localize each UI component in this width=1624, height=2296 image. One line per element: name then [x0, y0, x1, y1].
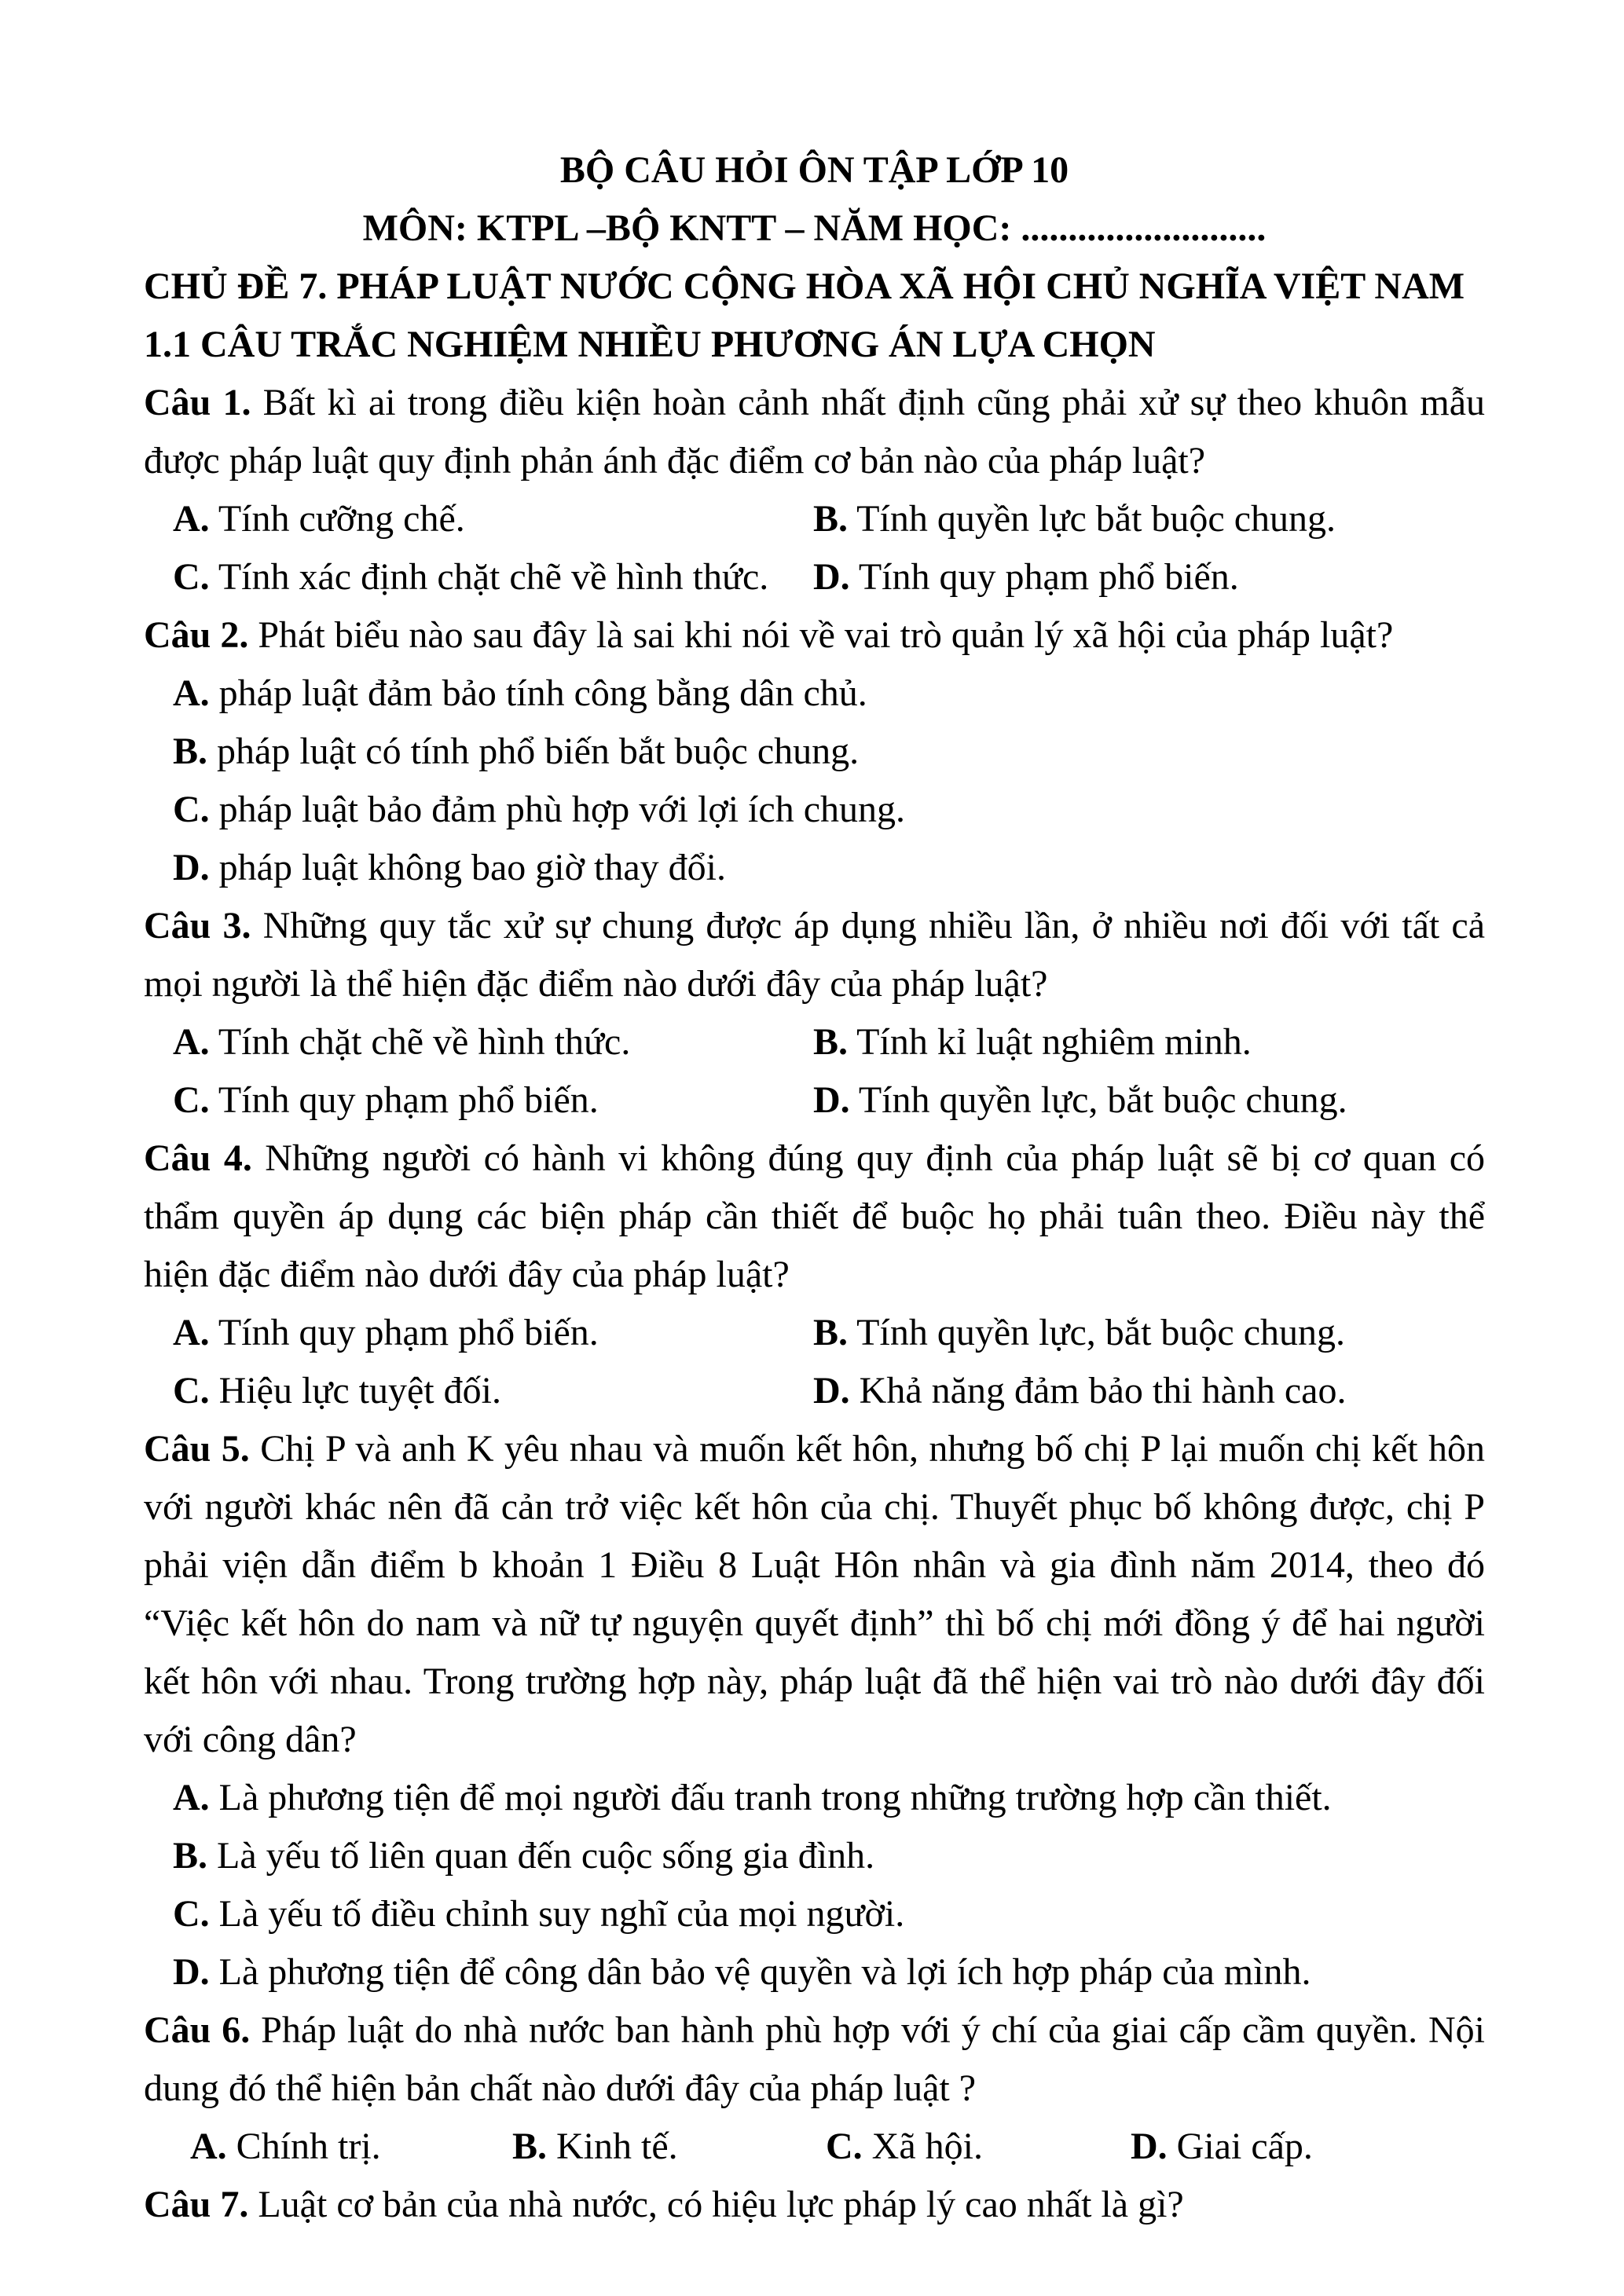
question-6-option-c [826, 2118, 1131, 2176]
question-5-option-b [144, 1827, 1485, 1885]
question-2-option-d [144, 839, 1485, 897]
option-key: C. [826, 2126, 863, 2167]
doc-topic-heading: CHỦ ĐỀ 7. PHÁP LUẬT NƯỚC CỘNG HÒA XÃ HỘI CHỦ NGHĨA VIỆT NAM [144, 265, 1465, 307]
question-4-option-c [144, 1362, 813, 1420]
option-text: Là phương tiện để công dân bảo vệ quyền và lợi ích hợp pháp của mình. [218, 1951, 1311, 1993]
option-key: A. [173, 672, 210, 714]
question-5-text: Chị P và anh K yêu nhau và muốn kết hôn, nhưng bố chị P lại muốn chị kết hôn với người khác nên đã cản trở việc kết hôn của chị. Thuyết phục bố không được, chị P phải viện dẫn điểm b khoản 1 Điều 8 Luật Hôn nhân và gia đình năm 2014, theo đó “Việc kết hôn do nam và nữ tự nguyện quyết định” thì bố chị mới đồng ý để hai người kết hôn với nhau. Trong trường hợp này, pháp luật đã thể hiện vai trò nào dưới đây đối với công dân? [144, 1428, 1486, 1760]
question-1-stem [144, 374, 1485, 490]
doc-title: BỘ CÂU HỎI ÔN TẬP LỚP 10 [559, 149, 1069, 191]
question-1-option-d [813, 548, 1485, 606]
option-key: D. [813, 1370, 850, 1412]
question-3-option-d [813, 1071, 1485, 1130]
question-6-option-d [1131, 2118, 1485, 2176]
option-key: B. [813, 1021, 849, 1063]
question-5-option-c [144, 1885, 1485, 1943]
question-3-option-a [144, 1013, 813, 1071]
question-1-option-c [144, 548, 813, 606]
doc-subject-line: MÔN: KTPL –BỘ KNTT – NĂM HỌC: .......................... [362, 207, 1267, 249]
question-4-stem [144, 1130, 1485, 1304]
option-key: D. [1131, 2126, 1168, 2167]
question-2-text: Phát biểu nào sau đây là sai khi nói về vai trò quản lý xã hội của pháp luật? [258, 614, 1394, 656]
option-text: Tính quy phạm phổ biến. [858, 556, 1239, 598]
option-key: B. [512, 2126, 548, 2167]
question-7-stem [144, 2176, 1485, 2234]
question-3-label: Câu 3. [144, 905, 251, 947]
option-key: B. [813, 1312, 849, 1353]
option-text: pháp luật đảm bảo tính công bằng dân chủ. [218, 672, 867, 714]
question-1-option-a [144, 490, 813, 548]
question-6-text: Pháp luật do nhà nước ban hành phù hợp với ý chí của giai cấp cầm quyền. Nội dung đó thể hiện bản chất nào dưới đây của pháp luật ? [144, 2009, 1486, 2109]
option-text: Tính kỉ luật nghiêm minh. [856, 1021, 1252, 1063]
option-text: Kinh tế. [556, 2126, 678, 2167]
option-key: B. [173, 731, 208, 772]
question-5-option-a [144, 1769, 1485, 1827]
option-text: Giai cấp. [1176, 2126, 1313, 2167]
question-3-text: Những quy tắc xử sự chung được áp dụng nhiều lần, ở nhiều nơi đối với tất cả mọi người là thể hiện đặc điểm nào dưới đây của pháp luật? [144, 905, 1486, 1005]
option-text: Tính quy phạm phổ biến. [218, 1079, 599, 1121]
question-4-option-d [813, 1362, 1485, 1420]
option-text: Tính quy phạm phổ biến. [218, 1312, 599, 1353]
question-6-options-row [144, 2118, 1485, 2176]
question-6-option-a [144, 2118, 512, 2176]
question-1-option-b [813, 490, 1485, 548]
option-text: Là phương tiện để mọi người đấu tranh trong những trường hợp cần thiết. [218, 1777, 1332, 1818]
option-key: D. [813, 1079, 850, 1121]
option-text: pháp luật không bao giờ thay đổi. [218, 847, 726, 888]
question-2-option-b [144, 723, 1485, 781]
option-key: D. [173, 847, 210, 888]
option-key: A. [173, 498, 210, 540]
question-2-label: Câu 2. [144, 614, 249, 656]
option-key: A. [173, 1312, 210, 1353]
question-5-stem [144, 1420, 1485, 1769]
question-4-label: Câu 4. [144, 1137, 252, 1179]
question-6-stem [144, 2001, 1485, 2118]
question-3-option-c [144, 1071, 813, 1130]
option-key: A. [190, 2126, 227, 2167]
option-text: Tính quyền lực, bắt buộc chung. [858, 1079, 1347, 1121]
question-7-text: Luật cơ bản của nhà nước, có hiệu lực pháp lý cao nhất là gì? [258, 2184, 1184, 2225]
doc-section-heading: 1.1 CÂU TRẮC NGHIỆM NHIỀU PHƯƠNG ÁN LỰA CHỌN [144, 324, 1156, 365]
option-text: Xã hội. [871, 2126, 983, 2167]
option-text: Khả năng đảm bảo thi hành cao. [859, 1370, 1347, 1412]
question-6-label: Câu 6. [144, 2009, 251, 2051]
option-key: C. [173, 1370, 210, 1412]
option-text: Tính quyền lực, bắt buộc chung. [856, 1312, 1346, 1353]
option-key: C. [173, 1079, 210, 1121]
question-2-stem [144, 606, 1485, 665]
question-1-label: Câu 1. [144, 382, 251, 423]
question-1-options-row-1 [144, 490, 1485, 548]
option-text: Hiệu lực tuyệt đối. [218, 1370, 501, 1412]
question-3-option-b [813, 1013, 1485, 1071]
option-key: B. [813, 498, 849, 540]
question-1-text: Bất kì ai trong điều kiện hoàn cảnh nhất định cũng phải xử sự theo khuôn mẫu được pháp luật quy định phản ánh đặc điểm cơ bản nào của pháp luật? [144, 382, 1486, 482]
question-2-option-c [144, 781, 1485, 839]
option-key: A. [173, 1021, 210, 1063]
option-text: Tính xác định chặt chẽ về hình thức. [218, 556, 769, 598]
option-text: Tính chặt chẽ về hình thức. [218, 1021, 631, 1063]
option-text: Chính trị. [236, 2126, 381, 2167]
option-text: Tính quyền lực bắt buộc chung. [856, 498, 1336, 540]
question-3-options-row-2 [144, 1071, 1485, 1130]
question-4-option-b [813, 1304, 1485, 1362]
question-5-label: Câu 5. [144, 1428, 250, 1470]
question-2-option-a [144, 665, 1485, 723]
option-key: A. [173, 1777, 210, 1818]
option-key: C. [173, 556, 210, 598]
question-4-option-a [144, 1304, 813, 1362]
option-key: B. [173, 1835, 208, 1877]
question-4-options-row-1 [144, 1304, 1485, 1362]
option-text: Là yếu tố liên quan đến cuộc sống gia đình. [217, 1835, 875, 1877]
question-3-options-row-1 [144, 1013, 1485, 1071]
option-text: pháp luật bảo đảm phù hợp với lợi ích chung. [218, 789, 905, 830]
question-7-label: Câu 7. [144, 2184, 249, 2225]
option-key: D. [813, 556, 850, 598]
question-4-options-row-2 [144, 1362, 1485, 1420]
question-6-option-b [512, 2118, 826, 2176]
question-4-text: Những người có hành vi không đúng quy định của pháp luật sẽ bị cơ quan có thẩm quyền áp dụng các biện pháp cần thiết để buộc họ phải tuân theo. Điều này thể hiện đặc điểm nào dưới đây của pháp luật? [144, 1137, 1485, 1295]
option-key: C. [173, 789, 210, 830]
option-key: C. [173, 1893, 210, 1935]
question-1-options-row-2 [144, 548, 1485, 606]
question-3-stem [144, 897, 1485, 1013]
option-key: D. [173, 1951, 210, 1993]
option-text: Là yếu tố điều chỉnh suy nghĩ của mọi người. [218, 1893, 905, 1935]
question-5-option-d [144, 1943, 1485, 2001]
option-text: pháp luật có tính phổ biến bắt buộc chung. [217, 731, 860, 772]
option-text: Tính cưỡng chế. [218, 498, 465, 540]
